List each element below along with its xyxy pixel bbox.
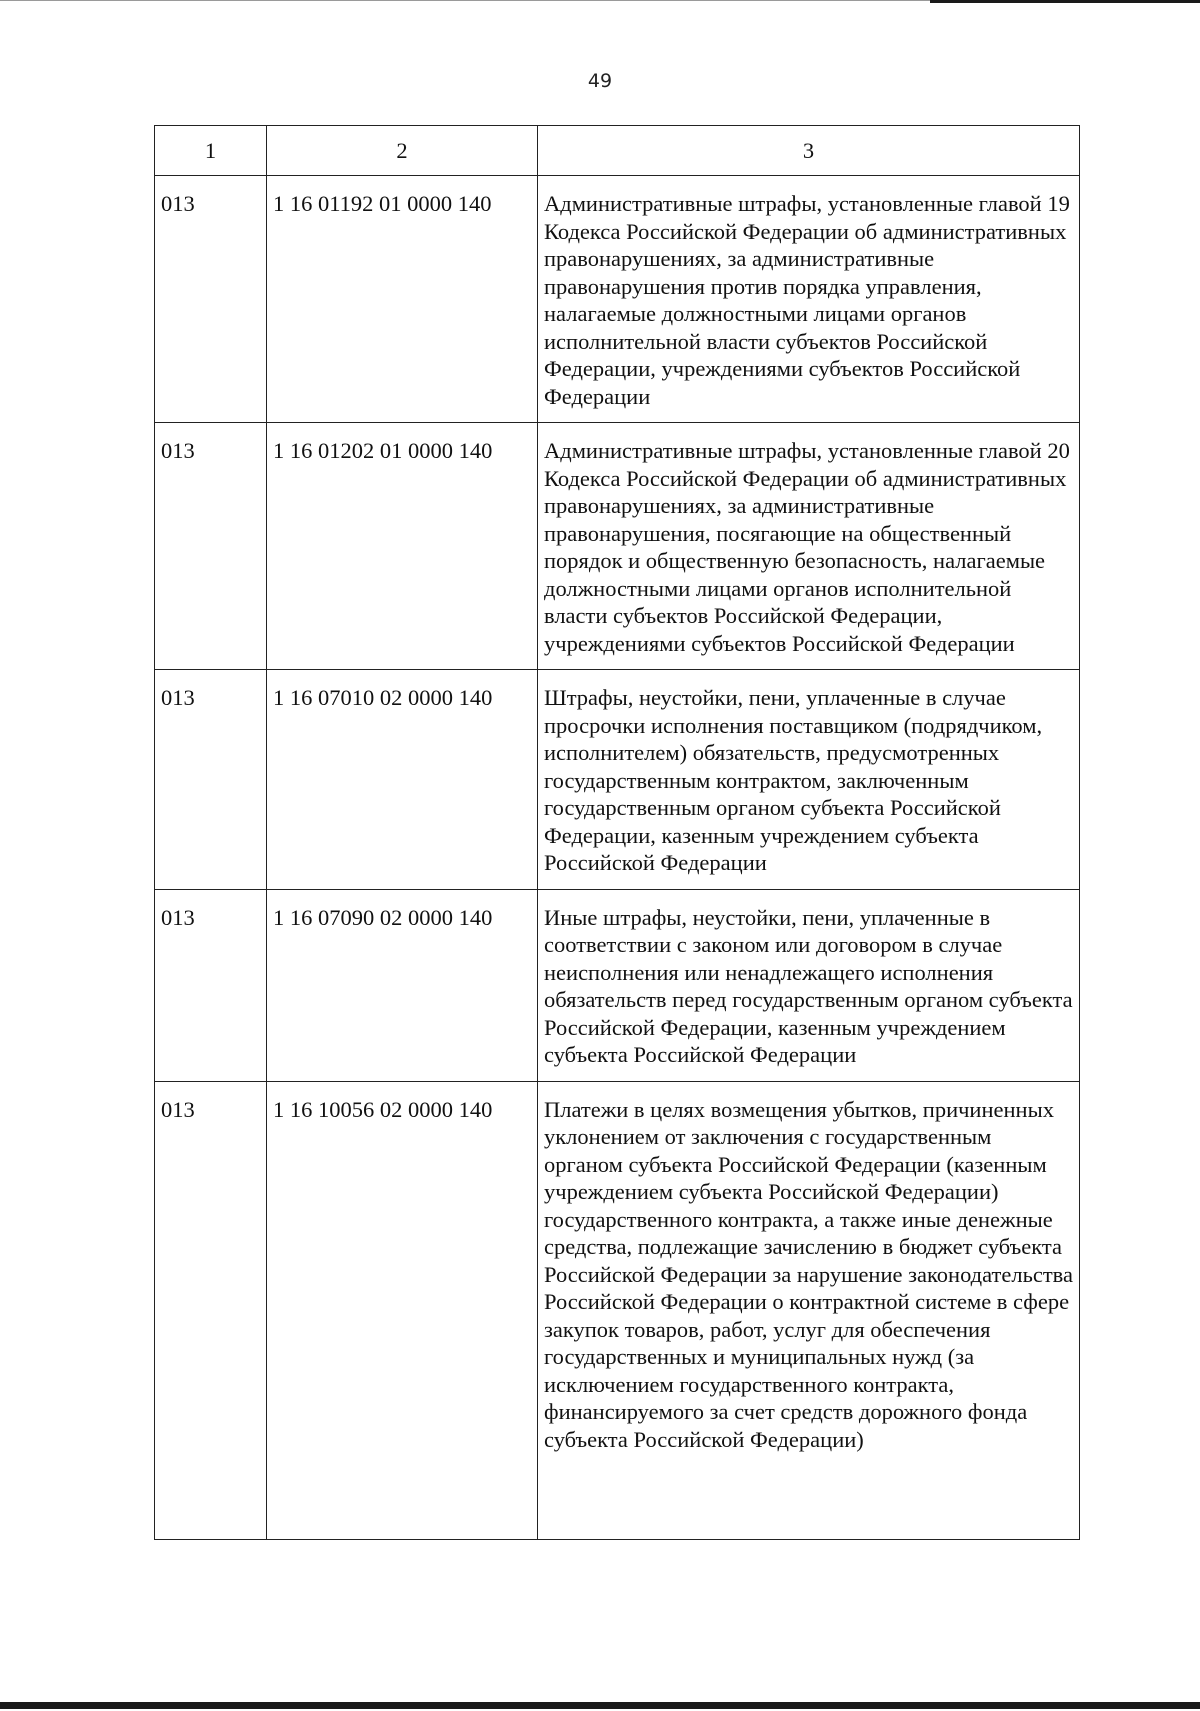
description-cell: Административные штрафы, установленные главой 20 Кодекса Российской Федерации об административных правонарушениях, за административные правонарушения, посягающие на общественный порядок и общественную безопасность, налагаемые должностными лицами органов исполнительной власти субъектов Российской Федерации, учреждениями субъектов Российской Федерации bbox=[538, 423, 1080, 670]
description-cell: Платежи в целях возмещения убытков, причиненных уклонением от заключения с государственным органом субъекта Российской Федерации (казенным учреждением субъекта Российской Федерации) государственного контракта, а также иные денежные средства, подлежащие зачислению в бюджет субъекта Российской Федерации за нарушение законодательства Российской Федерации о контрактной системе в сфере закупок товаров, работ, услуг для обеспечения государственных и муниципальных нужд (за исключением государственного контракта, финансируемого за счет средств дорожного фонда субъекта Российской Федерации) bbox=[538, 1081, 1080, 1539]
admin-code-cell: 013 bbox=[155, 889, 267, 1081]
table-row bbox=[155, 1081, 1080, 1539]
description-cell: Штрафы, неустойки, пени, уплаченные в случае просрочки исполнения поставщиком (подрядчиком, исполнителем) обязательств, предусмотренных государственным контрактом, заключенным государственным органом субъекта Российской Федерации, казенным учреждением субъекта Российской Федерации bbox=[538, 670, 1080, 890]
table-row bbox=[155, 176, 1080, 423]
description-cell: Административные штрафы, установленные главой 19 Кодекса Российской Федерации об административных правонарушениях, за административные правонарушения против порядка управления, налагаемые должностными лицами органов исполнительной власти субъектов Российской Федерации, учреждениями субъектов Российской Федерации bbox=[538, 176, 1080, 423]
kbk-code-cell: 1 16 01192 01 0000 140 bbox=[267, 176, 538, 423]
table-row bbox=[155, 889, 1080, 1081]
admin-code-cell: 013 bbox=[155, 423, 267, 670]
table-row bbox=[155, 670, 1080, 890]
kbk-code-cell: 1 16 07090 02 0000 140 bbox=[267, 889, 538, 1081]
admin-code-cell: 013 bbox=[155, 176, 267, 423]
admin-code-cell: 013 bbox=[155, 1081, 267, 1539]
kbk-code-cell: 1 16 10056 02 0000 140 bbox=[267, 1081, 538, 1539]
revenue-codes-table bbox=[154, 125, 1080, 1540]
column-header-2: 2 bbox=[267, 126, 538, 176]
admin-code-cell: 013 bbox=[155, 670, 267, 890]
column-header-1: 1 bbox=[155, 126, 267, 176]
column-header-3: 3 bbox=[538, 126, 1080, 176]
description-cell: Иные штрафы, неустойки, пени, уплаченные в соответствии с законом или договором в случае неисполнения или ненадлежащего исполнения обязательств перед государственным органом субъекта Российской Федерации, казенным учреждением субъекта Российской Федерации bbox=[538, 889, 1080, 1081]
scan-top-edge-mark bbox=[930, 0, 1200, 3]
kbk-code-cell: 1 16 07010 02 0000 140 bbox=[267, 670, 538, 890]
scan-bottom-edge-bar bbox=[0, 1702, 1200, 1709]
table-row bbox=[155, 423, 1080, 670]
kbk-code-cell: 1 16 01202 01 0000 140 bbox=[267, 423, 538, 670]
page-number: 49 bbox=[587, 70, 613, 92]
table-header-row bbox=[155, 126, 1080, 176]
